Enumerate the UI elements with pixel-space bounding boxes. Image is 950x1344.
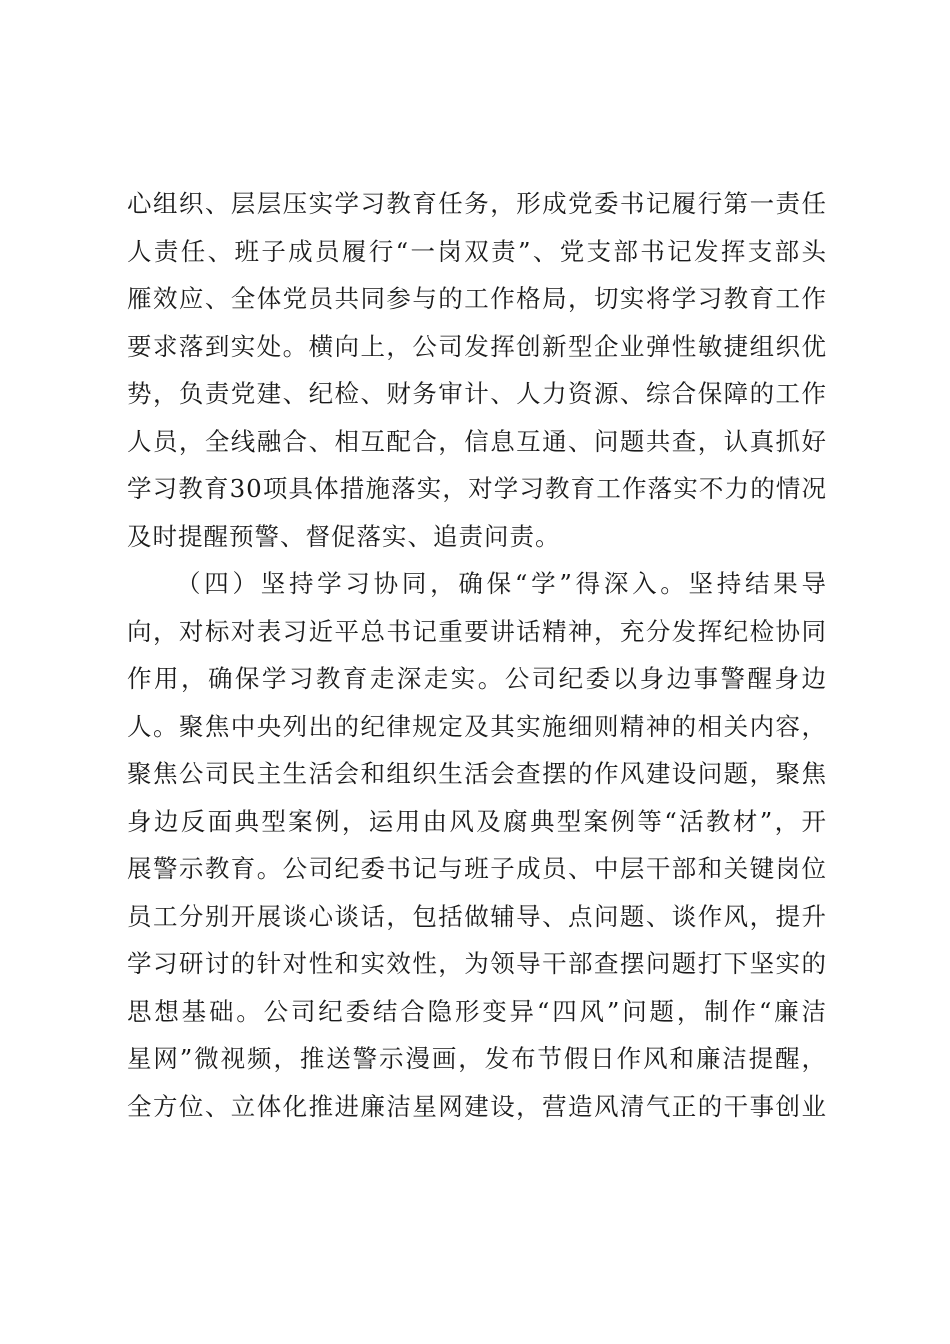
text-line: 星网”微视频，推送警示漫画，发布节假日作风和廉洁提醒， (127, 1044, 827, 1073)
text-line: 人责任、班子成员履行“一岗双责”、党支部书记发挥支部头 (127, 236, 827, 266)
text-line: 作用，确保学习教育走深走实。公司纪委以身边事警醒身边 (127, 664, 827, 693)
text-line: 人。聚焦中央列出的纪律规定及其实施细则精神的相关内容， (127, 711, 827, 741)
text-line: 学习研讨的针对性和实效性，为领导干部查摆问题打下坚实的 (127, 949, 827, 978)
text-line: 身边反面典型案例，运用由风及腐典型案例等“活教材”，开 (127, 806, 827, 836)
text-line: 心组织、层层压实学习教育任务，形成党委书记履行第一责任 (127, 189, 827, 218)
text-line: 聚焦公司民主生活会和组织生活会查摆的作风建设问题，聚焦 (127, 759, 827, 788)
text-line: 向，对标对表习近平总书记重要讲话精神，充分发挥纪检协同 (127, 616, 827, 646)
text-line: 员工分别开展谈心谈话，包括做辅导、点问题、谈作风，提升 (127, 901, 827, 931)
text-line: 雁效应、全体党员共同参与的工作格局，切实将学习教育工作 (127, 284, 827, 313)
text-line: 思想基础。公司纪委结合隐形变异“四风”问题，制作“廉洁 (127, 996, 827, 1026)
text-line: 展警示教育。公司纪委书记与班子成员、中层干部和关键岗位 (127, 854, 827, 883)
section-heading-line: （四）坚持学习协同，确保“学”得深入。坚持结果导 (176, 569, 827, 598)
text-line: 要求落到实处。横向上，公司发挥创新型企业弹性敏捷组织优 (127, 331, 827, 361)
text-line: 及时提醒预警、督促落实、追责问责。 (127, 521, 561, 551)
text-line: 全方位、立体化推进廉洁星网建设，营造风清气正的干事创业 (127, 1091, 827, 1121)
body-text (127, 180, 827, 1130)
text-line: 势，负责党建、纪检、财务审计、人力资源、综合保障的工作 (127, 379, 827, 408)
text-line: 学习教育30项具体措施落实，对学习教育工作落实不力的情况 (127, 474, 827, 503)
text-line: 人员，全线融合、相互配合，信息互通、问题共查，认真抓好 (127, 426, 827, 456)
